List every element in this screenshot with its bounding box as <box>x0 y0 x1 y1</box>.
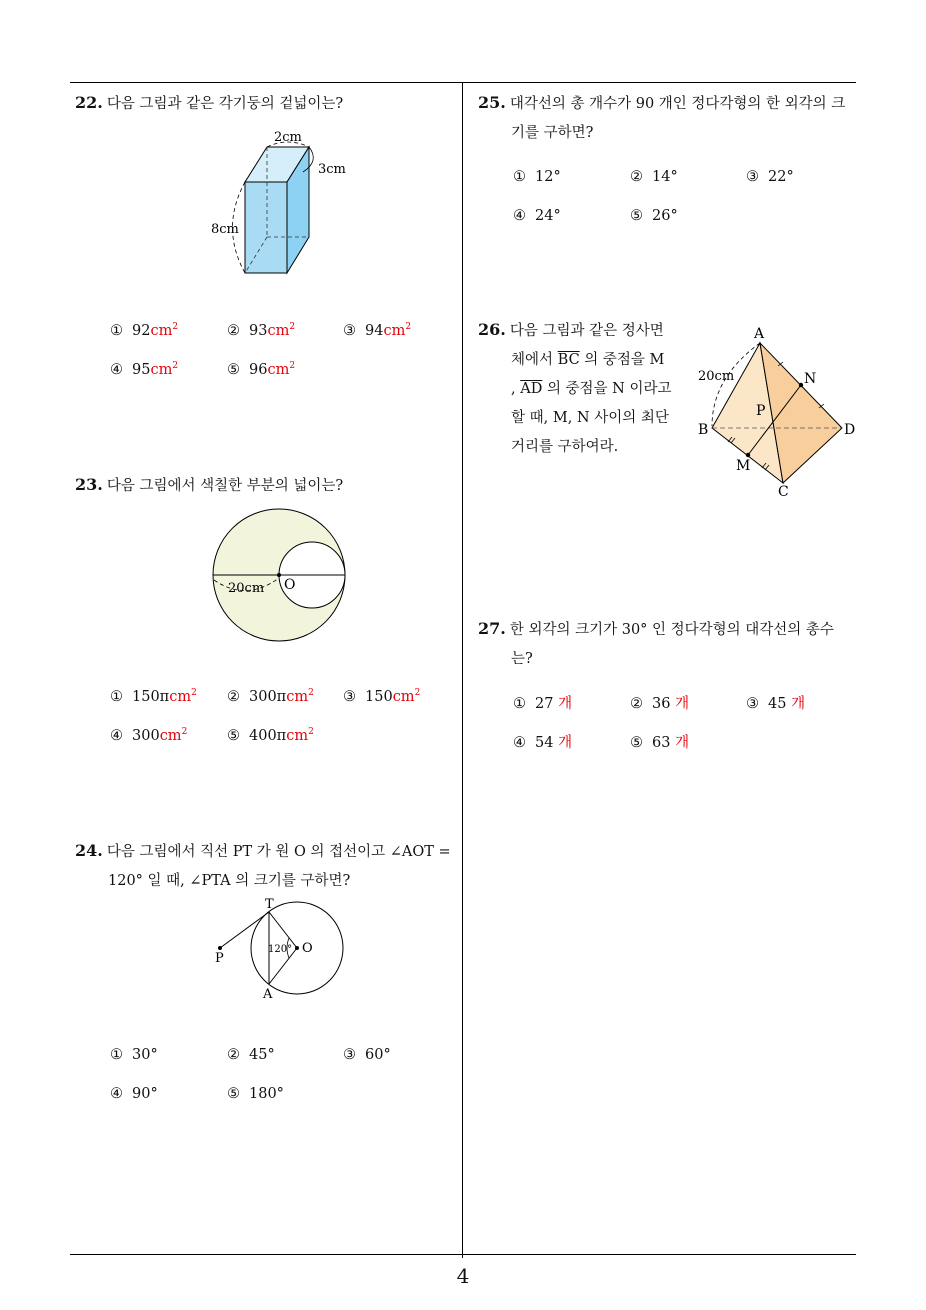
question-text-line2: 는? <box>511 651 533 667</box>
option-3[interactable]: ③ $150cm^2$ <box>343 688 421 705</box>
point-M-label: M <box>736 458 751 474</box>
option-1[interactable]: ① 150πcm$^2$ <box>110 688 197 705</box>
question-text: 다음 그림에서 색칠한 부분의 넓이는? <box>106 478 344 494</box>
option-4[interactable]: ④ $300cm^2$ <box>110 727 188 744</box>
question-number: 24. <box>75 841 103 860</box>
question-number: 27. <box>478 619 506 638</box>
vertex-C-label: C <box>778 484 789 498</box>
option-4[interactable]: ④ 54 개 <box>513 735 573 751</box>
question-24 <box>75 836 460 896</box>
tetrahedron-figure <box>692 323 862 498</box>
option-3[interactable]: ③ $94cm^2$ <box>343 322 412 339</box>
question-text-line1: 다음 그림에서 직선 PT 가 원 O 의 접선이고 ∠AOT = <box>106 844 451 860</box>
question-25 <box>478 88 863 148</box>
point-A-label: A <box>263 987 273 1002</box>
option-3[interactable]: ③ 60° <box>343 1047 391 1063</box>
vertex-D-label: D <box>844 422 856 438</box>
point-T-label: T <box>265 897 274 912</box>
option-4[interactable]: ④ $95cm^2$ <box>110 361 179 378</box>
question-text-line5: 거리를 구하여라. <box>511 439 619 455</box>
question-23 <box>75 470 455 501</box>
question-text-line1: 다음 그림과 같은 정사면 <box>509 323 664 339</box>
option-2[interactable]: ② 36 개 <box>630 696 690 712</box>
question-text-line4: 할 때, M, N 사이의 최단 <box>511 410 669 426</box>
edge-length-label: 20cm <box>698 369 735 384</box>
option-4[interactable]: ④ 24° <box>513 208 561 224</box>
option-5[interactable]: ⑤ 180° <box>227 1086 284 1102</box>
option-3[interactable]: ③ 22° <box>746 169 794 185</box>
question-22 <box>75 88 455 119</box>
bottom-rule <box>70 1254 856 1255</box>
prism-width-label: 2cm <box>274 130 302 145</box>
center-label: O <box>284 577 296 593</box>
prism-depth-label: 3cm <box>318 162 346 177</box>
question-26 <box>478 315 688 462</box>
question-number: 23. <box>75 475 103 494</box>
vertex-B-label: B <box>698 422 709 438</box>
option-1[interactable]: ① $92cm^2$ <box>110 322 179 339</box>
point-O-label: O <box>302 941 313 956</box>
question-text-line3: , $\overline{AD}$ 의 중점을 N 이라고 <box>511 381 672 397</box>
point-P-label: P <box>756 403 766 419</box>
option-1[interactable]: ① 27 개 <box>513 696 573 712</box>
tangent-figure <box>205 895 355 1005</box>
vertex-A-label: A <box>754 326 765 342</box>
option-3[interactable]: ③ 45 개 <box>746 696 806 712</box>
option-5[interactable]: ⑤ 26° <box>630 208 678 224</box>
question-number: 26. <box>478 320 506 339</box>
question-27 <box>478 614 863 674</box>
question-text-line1: 한 외각의 크기가 30° 인 정다각형의 대각선의 총수 <box>509 622 834 638</box>
column-divider <box>462 82 463 1258</box>
point-N-label: N <box>804 371 817 387</box>
point-P-label: P <box>215 951 224 966</box>
question-text-line2: 120° 일 때, ∠PTA 의 크기를 구하면? <box>108 873 351 889</box>
question-text-line2: 기를 구하면? <box>511 125 594 141</box>
question-number: 22. <box>75 93 103 112</box>
option-1[interactable]: ① 30° <box>110 1047 158 1063</box>
option-4[interactable]: ④ 90° <box>110 1086 158 1102</box>
radius-label: 20cm <box>228 581 265 596</box>
question-text-line2: 체에서 $\overline{BC}$ 의 중점을 M <box>511 352 665 368</box>
question-number: 25. <box>478 93 506 112</box>
option-2[interactable]: ② 45° <box>227 1047 275 1063</box>
option-5[interactable]: ⑤ 63 개 <box>630 735 690 751</box>
option-2[interactable]: ② 14° <box>630 169 678 185</box>
prism-figure <box>200 125 360 285</box>
prism-height-label: 8cm <box>211 222 239 237</box>
circle-figure <box>206 502 356 652</box>
question-text: 다음 그림과 같은 각기둥의 겉넓이는? <box>106 96 344 112</box>
page-number: 4 <box>456 1264 470 1288</box>
option-2[interactable]: ② $93cm^2$ <box>227 322 296 339</box>
angle-label: 120° <box>268 944 293 955</box>
option-5[interactable]: ⑤ $96cm^2$ <box>227 361 296 378</box>
option-2[interactable]: ② 300πcm$^2$ <box>227 688 314 705</box>
question-text-line1: 대각선의 총 개수가 90 개인 정다각형의 한 외각의 크 <box>509 96 846 112</box>
option-1[interactable]: ① 12° <box>513 169 561 185</box>
top-rule <box>70 82 856 83</box>
option-5[interactable]: ⑤ 400πcm$^2$ <box>227 727 314 744</box>
